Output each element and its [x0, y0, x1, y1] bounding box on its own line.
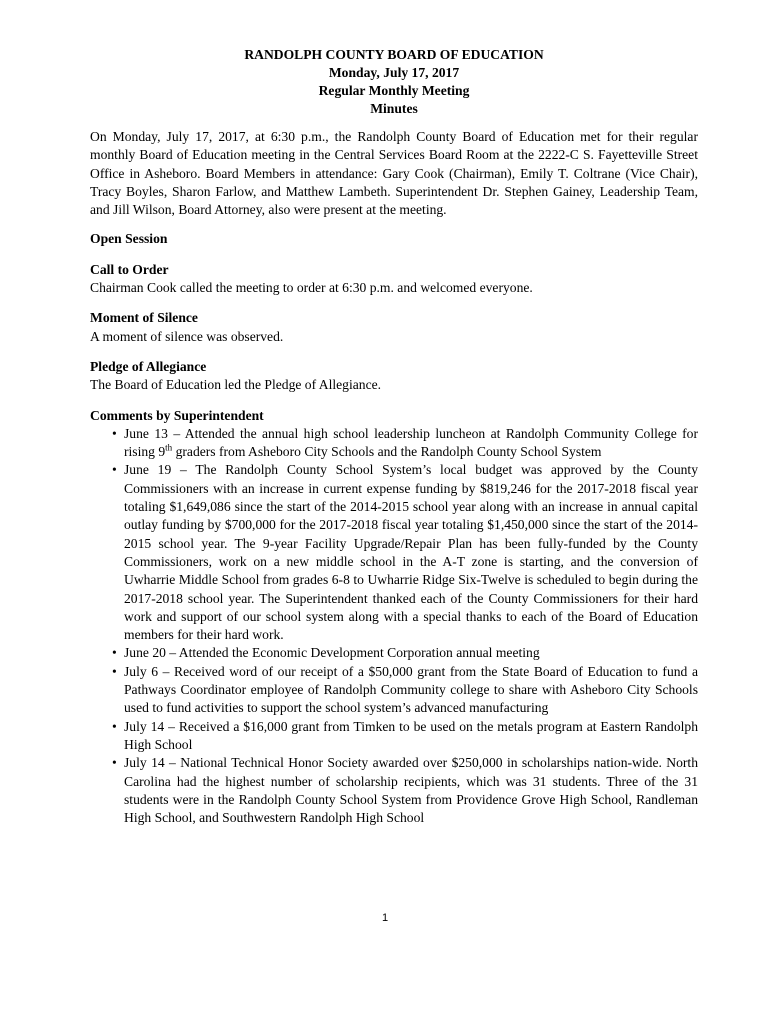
bullet-icon: • — [112, 663, 117, 679]
list-item-text: June 19 – The Randolph County School System’s local budget was approved by the County Commissioners with an increase in current expense funding by $819,246 for the 2017-2018 fiscal year totaling $1,649,086 since the start of the 2014-2015 school year along with an increase in annual capital outlay funding by $700,000 for the 2017-2018 fiscal year totaling $1,450,000 since the start of the 2014-2015 school year. The 9-year Facility Upgrade/Repair Plan has been fully-funded by the County Commissioners, work on a new middle school in the A-T zone is starting, and the conversion of Uwharrie Middle School from grades 6-8 to Uwharrie Ridge Six-Twelve is scheduled to begin during the 2017-2018 school year. The Superintendent thanked each of the County Commissioners for their hard work and support of our school system along with a special thanks to each of the Board of Education members for their hard work. — [124, 462, 698, 643]
section-title-open-session: Open Session — [90, 231, 168, 247]
header-org: RANDOLPH COUNTY BOARD OF EDUCATION — [244, 47, 544, 62]
comments-list — [90, 425, 698, 828]
section-title-superintendent-comments: Comments by Superintendent — [90, 407, 264, 423]
section-body-call-to-order: Chairman Cook called the meeting to order at 6:30 p.m. and welcomed everyone. — [90, 280, 533, 296]
intro-paragraph: On Monday, July 17, 2017, at 6:30 p.m., the Randolph County Board of Education met for their regular monthly Board of Education meeting in the Central Services Board Room at the 2222-C S. Fayetteville Street Office in Asheboro. Board Members in attendance: Gary Cook (Chairman), Emily T. Coltrane (Vice Chair), Tracy Boyles, Sharon Farlow, and Matthew Lambeth. Superintendent Dr. Stephen Gainey, Leadership Team, and Jill Wilson, Board Attorney, also were present at the meeting. — [90, 129, 698, 218]
section-call-to-order — [90, 261, 698, 298]
bullet-icon: • — [112, 645, 117, 661]
section-moment-of-silence — [90, 309, 698, 346]
header-doc-type: Minutes — [370, 101, 418, 116]
list-item — [90, 663, 698, 718]
section-title-moment-of-silence: Moment of Silence — [90, 310, 198, 326]
list-item-text: graders from Asheboro City Schools and the Randolph County School System — [172, 444, 602, 460]
list-item-text: June 20 – Attended the Economic Development Corporation annual meeting — [124, 645, 540, 661]
section-open-session — [90, 230, 698, 248]
list-item-text: July 6 – Received word of our receipt of a $50,000 grant from the State Board of Education to fund a Pathways Coordinator employee of Randolph Community college to share with Asheboro City Schools used to fund activities to support the school system’s advanced manufacturing — [124, 663, 698, 716]
list-item-text: July 14 – Received a $16,000 grant from Timken to be used on the metals program at Eastern Randolph High School — [124, 718, 698, 752]
list-item-text: June 13 – Attended the annual high school leadership luncheon at Randolph Community College for rising 9 — [124, 425, 698, 460]
list-item — [90, 754, 698, 827]
list-item — [90, 644, 698, 662]
bullet-icon: • — [112, 755, 117, 771]
section-title-call-to-order: Call to Order — [90, 261, 169, 277]
bullet-icon: • — [112, 425, 117, 441]
list-item — [90, 425, 698, 462]
section-pledge — [90, 358, 698, 395]
list-item — [90, 718, 698, 755]
section-title-pledge: Pledge of Allegiance — [90, 358, 207, 374]
header-date: Monday, July 17, 2017 — [328, 65, 460, 80]
section-superintendent-comments — [90, 407, 698, 828]
list-item-superscript: th — [165, 442, 173, 453]
bullet-icon: • — [112, 462, 117, 478]
header-meeting-type: Regular Monthly Meeting — [318, 83, 470, 98]
list-item — [90, 461, 698, 644]
page-number: 1 — [381, 912, 389, 924]
document-header — [90, 46, 698, 118]
section-body-pledge: The Board of Education led the Pledge of Allegiance. — [90, 377, 382, 393]
section-body-moment-of-silence: A moment of silence was observed. — [90, 328, 284, 344]
bullet-icon: • — [112, 718, 117, 734]
list-item-text: July 14 – National Technical Honor Society awarded over $250,000 in scholarships nation-wide. North Carolina had the highest number of scholarship recipients, which was 31 students. Three of the 31 students were in the Randolph County School System from Providence Grove High School, Randleman High School, and Southwestern Randolph High School — [124, 755, 698, 826]
